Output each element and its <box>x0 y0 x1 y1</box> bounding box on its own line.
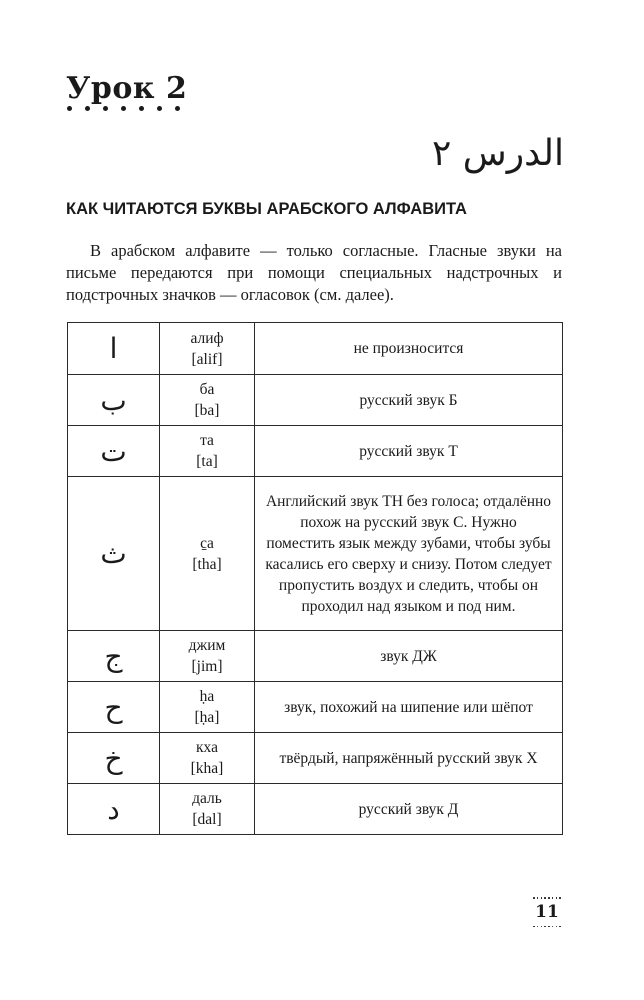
letter-transliteration: [alif] <box>191 350 223 368</box>
letter-name-cell <box>160 323 255 375</box>
table-row <box>68 323 563 375</box>
letter-name-cell <box>160 477 255 631</box>
title-underline-dots <box>67 106 180 111</box>
letter-name: c̱а <box>200 534 214 552</box>
letter-description: звук ДЖ <box>255 631 563 682</box>
intro-paragraph: В арабском алфавите — только согласные. Гласные звуки на письме передаются при помощи специальных надстрочных и подстрочных значков — огласовок (см. далее). <box>66 241 562 304</box>
table-row <box>68 477 563 631</box>
letter-name: алиф <box>190 329 224 347</box>
letter-name-cell <box>160 682 255 733</box>
section-heading: КАК ЧИТАЮТСЯ БУКВЫ АРАБСКОГО АЛФАВИТА <box>66 200 467 218</box>
page-number-block <box>532 897 562 927</box>
arabic-letter: د <box>68 784 160 835</box>
letter-description: русский звук Б <box>255 375 563 426</box>
table-row <box>68 682 563 733</box>
letter-transliteration: [ta] <box>196 453 218 470</box>
letter-name-cell <box>160 375 255 426</box>
letter-transliteration: [dal] <box>192 811 222 828</box>
table-row <box>68 375 563 426</box>
letter-name: даль <box>192 790 222 807</box>
letter-name-cell <box>160 784 255 835</box>
arabic-letter: ب <box>68 375 160 426</box>
letter-transliteration: [ḥa] <box>194 709 220 726</box>
table-row <box>68 733 563 784</box>
page-number: 11 <box>535 901 559 922</box>
letter-description: Английский звук TH без голоса; отдалённо похож на русский звук С. Нужно поместить язык между зубами, чтобы зубы касались его сверху и снизу. Потом следует пропустить воздух и следить, чтобы он проходил над языком и под ним. <box>255 477 563 631</box>
letter-transliteration: [ba] <box>194 402 220 419</box>
page-number-dots-bottom <box>533 926 561 928</box>
letter-transliteration: [kha] <box>190 760 224 777</box>
arabic-lesson-title: الدرس ٢ <box>432 133 564 174</box>
letter-name: та <box>200 432 214 449</box>
page-number-dots-top <box>533 897 561 899</box>
letter-name: ḥа <box>199 688 215 705</box>
letter-description: звук, похожий на шипение или шёпот <box>255 682 563 733</box>
arabic-letter: ا <box>68 323 160 375</box>
letter-description: твёрдый, напряжённый русский звук Х <box>255 733 563 784</box>
letter-description: русский звук Т <box>255 426 563 477</box>
letter-name-cell <box>160 426 255 477</box>
letter-name: кха <box>196 739 218 756</box>
arabic-letter: ت <box>68 426 160 477</box>
letter-description: русский звук Д <box>255 784 563 835</box>
arabic-letter: ج <box>68 631 160 682</box>
arabic-letter: ث <box>68 477 160 631</box>
letter-name: джим <box>188 637 226 654</box>
letter-name-cell <box>160 733 255 784</box>
table-row <box>68 631 563 682</box>
letter-name: ба <box>199 381 215 398</box>
lesson-title: Урок 2 <box>66 71 188 106</box>
letter-description: не произносится <box>255 323 563 375</box>
letter-name-cell <box>160 631 255 682</box>
letter-transliteration: [jim] <box>191 658 223 675</box>
letter-transliteration: [tha] <box>192 555 222 573</box>
table-row <box>68 426 563 477</box>
table-row <box>68 784 563 835</box>
arabic-letter: خ <box>68 733 160 784</box>
alphabet-table <box>67 322 563 835</box>
arabic-letter: ح <box>68 682 160 733</box>
